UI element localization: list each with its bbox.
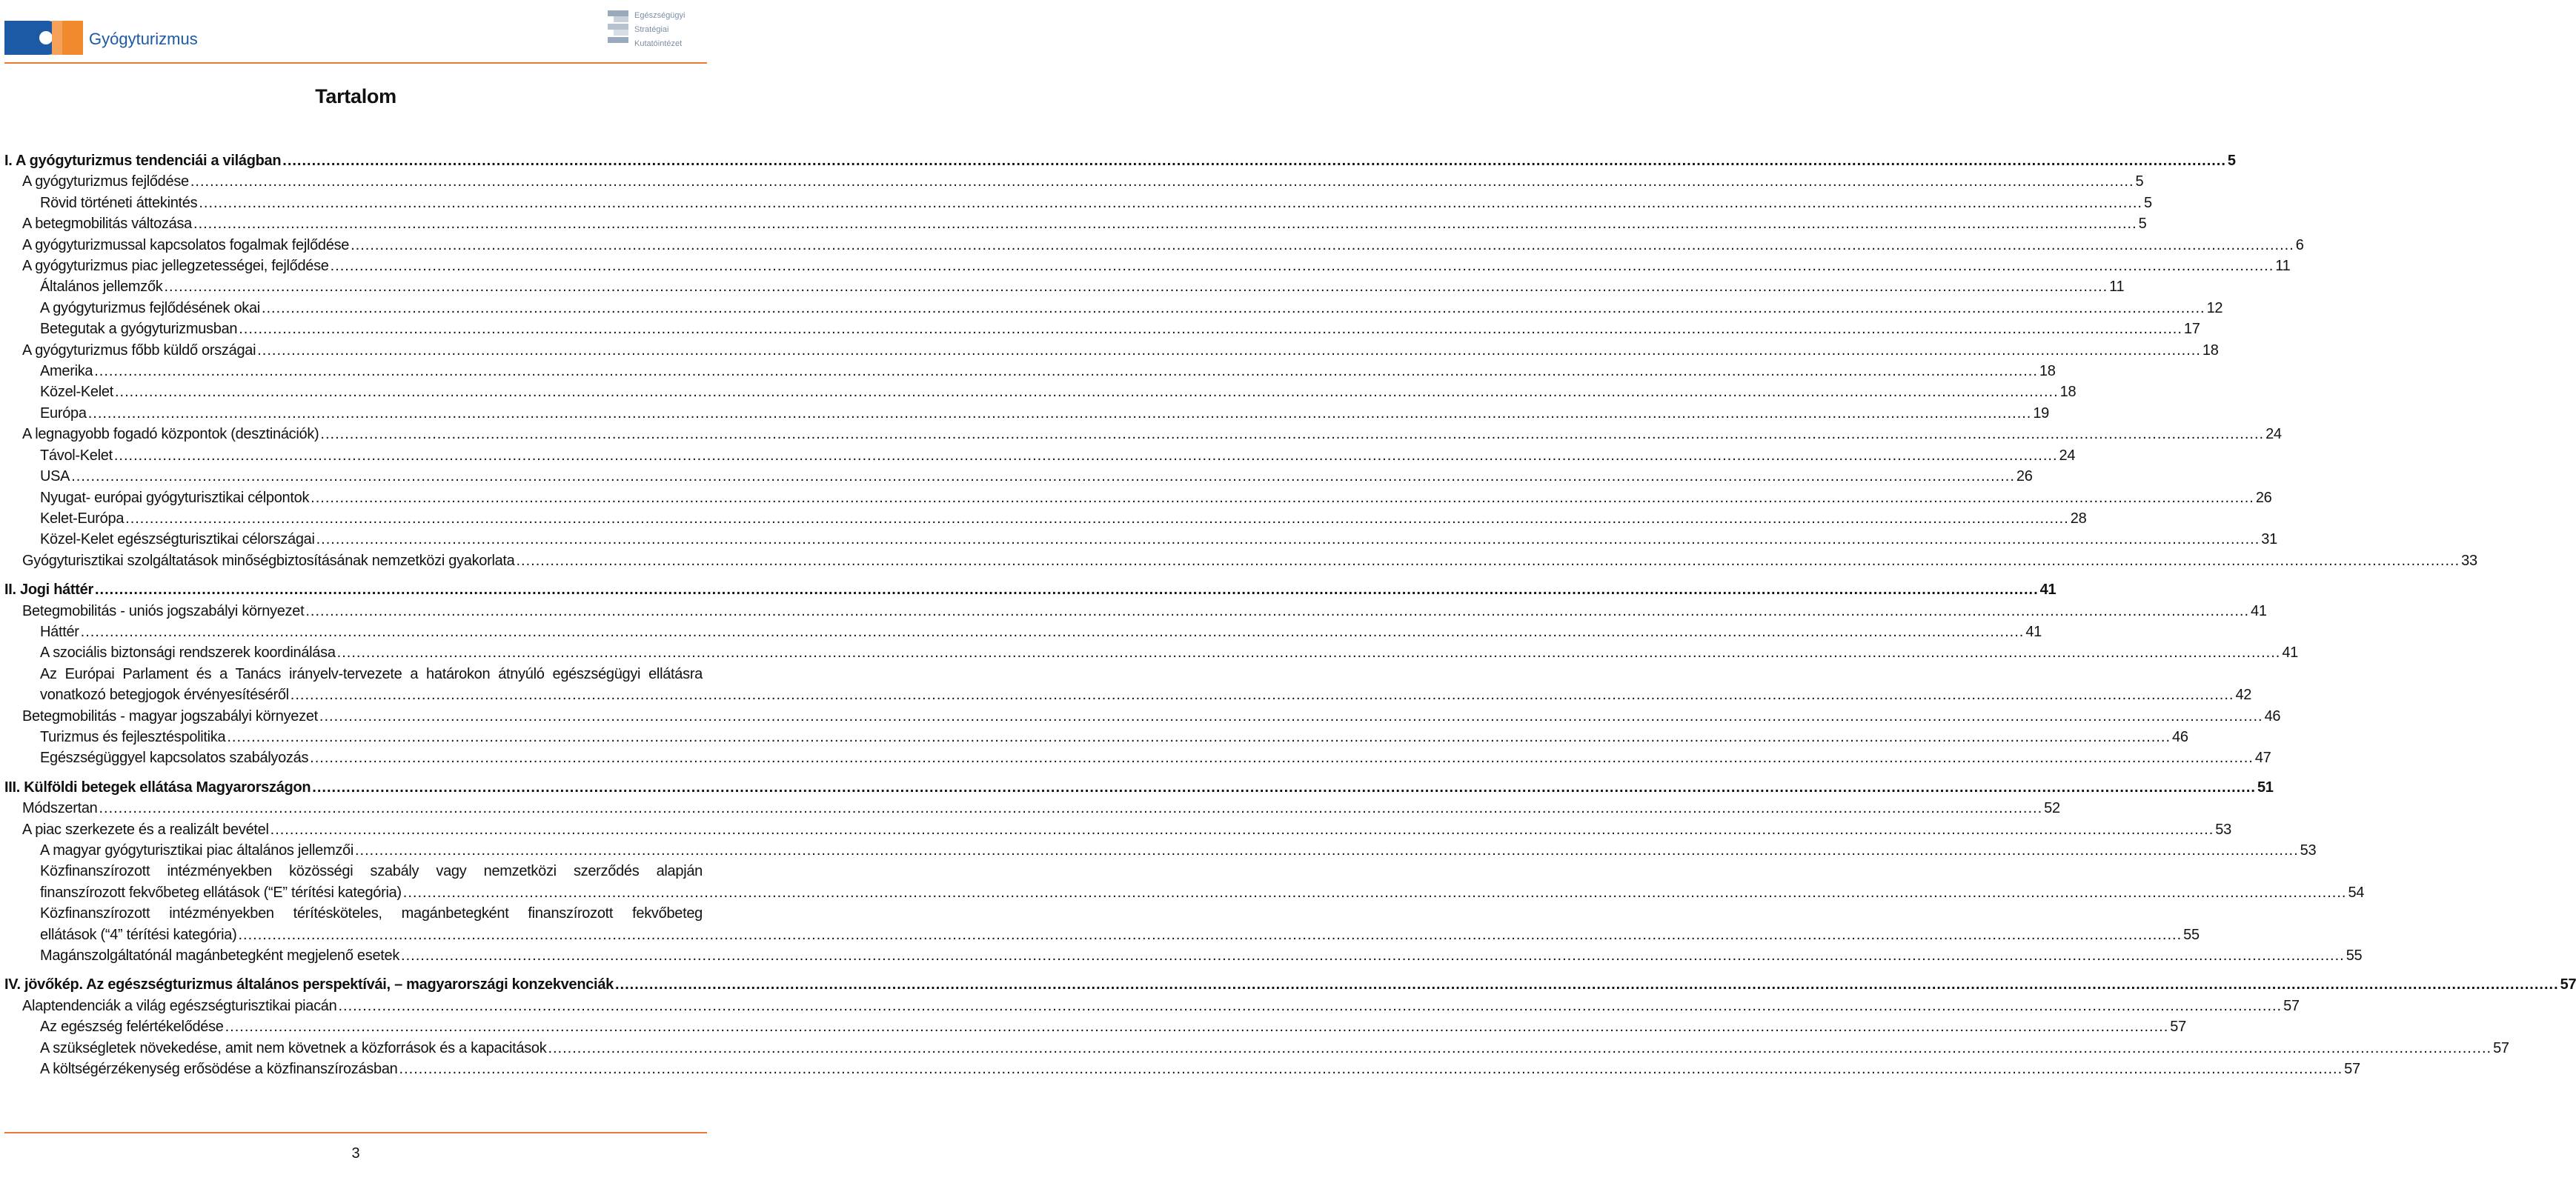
- toc-entry-page: 5: [2143, 194, 2152, 211]
- toc-entry-text: A piac szerkezete és a realizált bevétel: [22, 821, 269, 838]
- page-number: 3: [351, 1145, 360, 1162]
- toc-entry-page: 55: [2183, 926, 2200, 943]
- toc-dot-leader: ................................................................................................................................................................................................................................................................................................................................................................................................................: [614, 976, 2559, 993]
- toc-entry-page: 11: [2109, 279, 2125, 296]
- toc-entry-page: 57: [2560, 976, 2576, 993]
- toc-dot-leader: ................................................................................................................................................................................................................................................................................................................................................................................................................: [114, 384, 2059, 401]
- toc-entry-text: Kelet-Európa: [40, 510, 125, 527]
- toc-entry[interactable]: [4, 1038, 2509, 1059]
- toc-entry[interactable]: [4, 727, 2188, 747]
- eski-logo: [608, 6, 708, 55]
- toc-entry-page: 28: [2070, 510, 2087, 527]
- toc-entry-text: Nyugat- európai gyógyturisztikai célpontok: [40, 489, 310, 506]
- toc-entry[interactable]: [4, 466, 2033, 487]
- toc-entry-text: A gyógyturizmus főbb küldő országai: [22, 342, 256, 359]
- toc-entry-page: 57: [2344, 1061, 2360, 1078]
- toc-entry-text: Egészségüggyel kapcsolatos szabályozás: [40, 750, 309, 767]
- page-title: Tartalom: [315, 85, 396, 107]
- toc-dot-leader: ................................................................................................................................................................................................................................................................................................................................................................................................................: [305, 602, 2249, 619]
- toc-entry-text: Európa: [40, 404, 87, 422]
- toc-entry-page: 53: [2300, 842, 2317, 859]
- toc-entry-text: Távol-Kelet: [40, 447, 113, 464]
- toc-entry-text: A gyógyturizmus piac jellegzetességei, fejlődése: [22, 258, 329, 275]
- toc-entry[interactable]: [4, 664, 2252, 706]
- toc-entry-page: 33: [2461, 552, 2477, 569]
- toc-entry-page: 46: [2172, 728, 2188, 745]
- toc-entry[interactable]: [4, 508, 2087, 529]
- toc-entry-text: Turizmus és fejlesztéspolitika: [40, 728, 226, 745]
- toc-dot-leader: ................................................................................................................................................................................................................................................................................................................................................................................................................: [199, 194, 2142, 211]
- toc-dot-leader: ................................................................................................................................................................................................................................................................................................................................................................................................................: [239, 321, 2182, 338]
- toc-dot-leader: ................................................................................................................................................................................................................................................................................................................................................................................................................: [257, 342, 2201, 359]
- toc-entry-text: A betegmobilitás változása: [22, 216, 193, 233]
- toc-entry-text: ellátások (“4” térítési kategória): [40, 926, 237, 943]
- toc-entry-page: 26: [2016, 468, 2033, 485]
- toc-dot-leader: ................................................................................................................................................................................................................................................................................................................................................................................................................: [190, 173, 2134, 190]
- toc-entry-page: 31: [2261, 531, 2277, 548]
- toc-entry-page: 19: [2033, 404, 2050, 422]
- toc-entry-text: Betegmobilitás - uniós jogszabályi környezet: [22, 602, 305, 619]
- toc-entry[interactable]: [4, 706, 2281, 727]
- toc-entry-page: 46: [2264, 707, 2281, 725]
- toc-dot-leader: ................................................................................................................................................................................................................................................................................................................................................................................................................: [354, 842, 2299, 859]
- toc-entry-text: Rövid történeti áttekintés: [40, 194, 198, 211]
- toc-entry-page: 11: [2275, 258, 2291, 275]
- toc-dot-leader: ................................................................................................................................................................................................................................................................................................................................................................................................................: [71, 468, 2015, 485]
- toc-entry[interactable]: [4, 424, 2282, 444]
- toc-dot-leader: ................................................................................................................................................................................................................................................................................................................................................................................................................: [319, 707, 2263, 725]
- toc-entry[interactable]: [4, 487, 2272, 508]
- toc-entry-text-line: Az Európai Parlament és a Tanács irányelv-tervezete a határokon átnyúló egészségügyi ellátásra: [40, 665, 703, 682]
- header-divider: [4, 62, 707, 64]
- toc-entry-page: 57: [2493, 1039, 2509, 1056]
- toc-entry[interactable]: [4, 529, 2277, 550]
- toc-entry-page: 55: [2346, 947, 2363, 965]
- toc-entry-text: A magyar gyógyturisztikai piac általános jellemzői: [40, 842, 353, 859]
- toc-entry[interactable]: [4, 256, 2291, 276]
- toc-entry[interactable]: [4, 150, 2236, 171]
- toc-entry-text: Módszertan: [22, 800, 98, 817]
- toc-entry-page: 18: [2202, 342, 2219, 359]
- toc-entry-text: Betegutak a gyógyturizmusban: [40, 321, 238, 338]
- toc-entry-text: Magánszolgáltatónál magánbetegként megjelenő esetek: [40, 947, 400, 965]
- toc-dot-leader: ................................................................................................................................................................................................................................................................................................................................................................................................................: [402, 884, 2347, 901]
- toc-entry[interactable]: [4, 193, 2152, 213]
- toc-entry-page: 26: [2255, 489, 2272, 506]
- toc-entry[interactable]: [4, 276, 2125, 297]
- logo-left-text: Gyógyturizmus: [89, 30, 198, 48]
- toc-dot-leader: ................................................................................................................................................................................................................................................................................................................................................................................................................: [238, 926, 2182, 943]
- toc-entry-page: 57: [2170, 1019, 2186, 1036]
- toc-entry[interactable]: [4, 340, 2219, 361]
- toc-entry-text: A gyógyturizmussal kapcsolatos fogalmak fejlődése: [22, 236, 350, 253]
- toc-entry[interactable]: [4, 996, 2300, 1016]
- logo-right-line-3: Kutatóintézet: [634, 39, 683, 48]
- toc-dot-leader: ................................................................................................................................................................................................................................................................................................................................................................................................................: [225, 1019, 2169, 1036]
- toc-entry[interactable]: [4, 579, 2057, 600]
- toc-entry-page: 12: [2206, 299, 2223, 316]
- toc-entry[interactable]: [4, 622, 2042, 642]
- toc-dot-leader: ................................................................................................................................................................................................................................................................................................................................................................................................................: [516, 552, 2460, 569]
- toc-entry[interactable]: [4, 1016, 2186, 1037]
- toc-entry-text: vonatkozó betegjogok érvényesítéséről: [40, 687, 289, 704]
- logo-right-line-2: Stratégiai: [634, 25, 669, 34]
- toc-entry[interactable]: [4, 777, 2274, 798]
- toc-entry-page: 47: [2254, 750, 2271, 767]
- toc-entry[interactable]: [4, 747, 2271, 768]
- toc-entry-page: 41: [2251, 602, 2267, 619]
- toc-dot-leader: ................................................................................................................................................................................................................................................................................................................................................................................................................: [87, 404, 2032, 422]
- toc-entry-text: II. Jogi háttér: [4, 582, 93, 599]
- toc-dot-leader: ................................................................................................................................................................................................................................................................................................................................................................................................................: [125, 510, 2069, 527]
- toc-entry[interactable]: [4, 1059, 2360, 1079]
- toc-dot-leader: ................................................................................................................................................................................................................................................................................................................................................................................................................: [320, 426, 2265, 443]
- toc-entry-page: 5: [2138, 216, 2147, 233]
- toc-entry-text-line: Közfinanszírozott intézményekben térítésköteles, magánbetegként finanszírozott fekvőbeteg: [40, 905, 703, 922]
- toc-entry-text: Betegmobilitás - magyar jogszabályi környezet: [22, 707, 318, 725]
- toc-entry-text: Alaptendenciák a világ egészségturisztikai piacán: [22, 997, 337, 1014]
- toc-entry[interactable]: [4, 213, 2147, 234]
- toc-entry-text: A szociális biztonsági rendszerek koordinálása: [40, 645, 336, 662]
- toc-dot-leader: ................................................................................................................................................................................................................................................................................................................................................................................................................: [94, 582, 2039, 599]
- toc-dot-leader: ................................................................................................................................................................................................................................................................................................................................................................................................................: [310, 750, 2254, 767]
- toc-entry[interactable]: [4, 361, 2056, 382]
- toc-entry-text: USA: [40, 468, 70, 485]
- toc-dot-leader: ................................................................................................................................................................................................................................................................................................................................................................................................................: [401, 947, 2345, 965]
- toc-entry-text: Háttér: [40, 623, 79, 640]
- toc-entry-text: Általános jellemzők: [40, 279, 163, 296]
- toc-entry[interactable]: [4, 403, 2050, 424]
- toc-entry-text: IV. jövőkép. Az egészségturizmus általános perspektívái, – magyarországi konzekvenciák: [4, 976, 614, 993]
- toc-entry-text: Közel-Kelet: [40, 384, 113, 401]
- toc-entry-page: 53: [2215, 821, 2231, 838]
- toc-dot-leader: ................................................................................................................................................................................................................................................................................................................................................................................................................: [338, 997, 2283, 1014]
- toc-entry-text: Amerika: [40, 363, 93, 380]
- toc-dot-leader: ................................................................................................................................................................................................................................................................................................................................................................................................................: [290, 687, 2234, 704]
- toc-entry[interactable]: [4, 840, 2317, 861]
- toc-entry[interactable]: [4, 445, 2076, 466]
- toc-entry-page: 5: [2135, 173, 2144, 190]
- toc-entry-page: 18: [2039, 363, 2056, 380]
- toc-dot-leader: ................................................................................................................................................................................................................................................................................................................................................................................................................: [312, 779, 2256, 796]
- logo-right-line-1: Egészségügyi: [634, 11, 686, 20]
- toc-entry[interactable]: [4, 171, 2144, 192]
- toc-entry[interactable]: [4, 550, 2477, 571]
- toc-entry-page: 41: [2282, 645, 2298, 662]
- toc-entry[interactable]: [4, 798, 2060, 819]
- toc-entry-text: III. Külföldi betegek ellátása Magyarországon: [4, 779, 311, 796]
- toc-dot-leader: ................................................................................................................................................................................................................................................................................................................................................................................................................: [94, 363, 2038, 380]
- toc-entry[interactable]: [4, 945, 2363, 966]
- table-of-contents: [4, 150, 2576, 1079]
- toc-dot-leader: ................................................................................................................................................................................................................................................................................................................................................................................................................: [164, 279, 2108, 296]
- toc-entry[interactable]: [4, 974, 2576, 995]
- toc-entry-text: A gyógyturizmus fejlődésének okai: [40, 299, 260, 316]
- toc-entry-page: 24: [2059, 447, 2076, 464]
- toc-entry-text: A szükségletek növekedése, amit nem követnek a közforrások és a kapacitások: [40, 1039, 547, 1056]
- toc-dot-leader: ................................................................................................................................................................................................................................................................................................................................................................................................................: [99, 800, 2043, 817]
- toc-dot-leader: ................................................................................................................................................................................................................................................................................................................................................................................................................: [270, 821, 2214, 838]
- toc-entry[interactable]: [4, 298, 2223, 319]
- page-header: [0, 0, 711, 65]
- toc-entry-text: A legnagyobb fogadó központok (desztinációk): [22, 426, 319, 443]
- toc-entry[interactable]: [4, 382, 2077, 402]
- toc-entry-text: I. A gyógyturizmus tendenciái a világban: [4, 153, 282, 169]
- toc-entry-page: 52: [2044, 800, 2060, 817]
- toc-entry-page: 17: [2183, 321, 2200, 338]
- toc-entry-page: 41: [2039, 582, 2057, 599]
- toc-entry[interactable]: [4, 235, 2304, 256]
- gyogyturizmus-logo: [4, 18, 227, 58]
- toc-dot-leader: ................................................................................................................................................................................................................................................................................................................................................................................................................: [548, 1039, 2492, 1056]
- toc-dot-leader: ................................................................................................................................................................................................................................................................................................................................................................................................................: [227, 728, 2171, 745]
- toc-dot-leader: ................................................................................................................................................................................................................................................................................................................................................................................................................: [113, 447, 2058, 464]
- toc-entry-text: finanszírozott fekvőbeteg ellátások (“E” térítési kategória): [40, 884, 402, 901]
- toc-dot-leader: ................................................................................................................................................................................................................................................................................................................................................................................................................: [399, 1061, 2343, 1078]
- toc-entry-page: 42: [2235, 687, 2252, 704]
- toc-entry[interactable]: [4, 319, 2200, 339]
- toc-dot-leader: ................................................................................................................................................................................................................................................................................................................................................................................................................: [351, 236, 2294, 253]
- toc-entry[interactable]: [4, 819, 2231, 840]
- toc-entry-page: 6: [2295, 236, 2304, 253]
- toc-entry-page: 41: [2025, 623, 2042, 640]
- toc-entry-text: A gyógyturizmus fejlődése: [22, 173, 189, 190]
- toc-dot-leader: ................................................................................................................................................................................................................................................................................................................................................................................................................: [261, 299, 2205, 316]
- toc-entry-text: Az egészség felértékelődése: [40, 1019, 224, 1036]
- toc-dot-leader: ................................................................................................................................................................................................................................................................................................................................................................................................................: [336, 645, 2281, 662]
- toc-entry-page: 51: [2257, 779, 2274, 796]
- footer-divider: [4, 1132, 707, 1133]
- toc-dot-leader: ................................................................................................................................................................................................................................................................................................................................................................................................................: [330, 258, 2274, 275]
- toc-entry-text-line: Közfinanszírozott intézményekben közösségi szabály vagy nemzetközi szerződés alapján: [40, 863, 703, 880]
- toc-dot-leader: ................................................................................................................................................................................................................................................................................................................................................................................................................: [282, 153, 2226, 169]
- toc-entry-text: A költségérzékenység erősödése a közfinanszírozásban: [40, 1061, 398, 1078]
- toc-entry-page: 57: [2283, 997, 2300, 1014]
- toc-entry-text: Közel-Kelet egészségturisztikai célországai: [40, 531, 315, 548]
- toc-dot-leader: ................................................................................................................................................................................................................................................................................................................................................................................................................: [80, 623, 2025, 640]
- toc-entry[interactable]: [4, 861, 2365, 903]
- toc-dot-leader: ................................................................................................................................................................................................................................................................................................................................................................................................................: [193, 216, 2137, 233]
- toc-entry[interactable]: [4, 642, 2298, 663]
- toc-entry-text: Gyógyturisztikai szolgáltatások minőségbiztosításának nemzetközi gyakorlata: [22, 552, 515, 569]
- toc-entry-page: 5: [2227, 153, 2236, 169]
- toc-entry-page: 54: [2348, 884, 2365, 901]
- toc-entry-page: 18: [2059, 384, 2077, 401]
- toc-entry[interactable]: [4, 601, 2267, 622]
- toc-dot-leader: ................................................................................................................................................................................................................................................................................................................................................................................................................: [311, 489, 2254, 506]
- toc-dot-leader: ................................................................................................................................................................................................................................................................................................................................................................................................................: [316, 531, 2260, 548]
- toc-entry[interactable]: [4, 903, 2200, 945]
- toc-entry-page: 24: [2265, 426, 2282, 443]
